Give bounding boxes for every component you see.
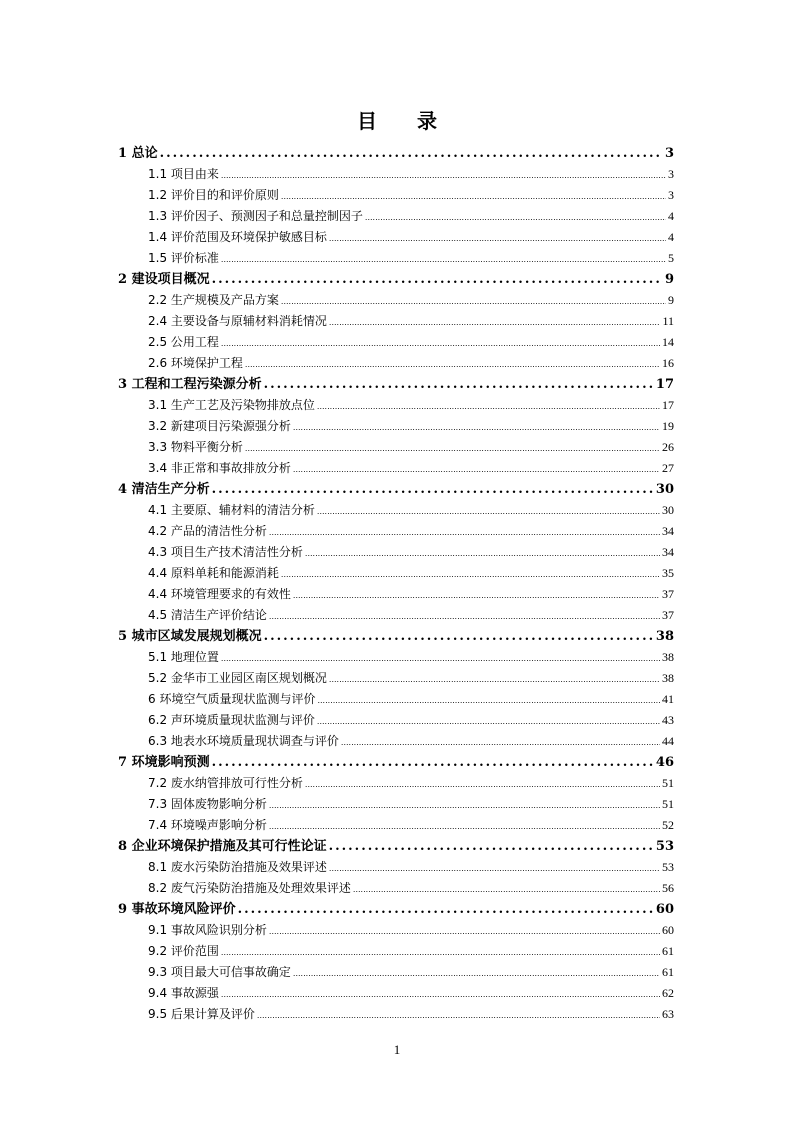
toc-entry-page: 19: [662, 419, 674, 433]
toc-chapter-entry[interactable]: [118, 476, 674, 497]
toc-chapter-entry[interactable]: [118, 833, 674, 854]
toc-leader-dots: [281, 191, 666, 203]
toc-entry-page: 17: [662, 398, 674, 412]
toc-section-entry[interactable]: [118, 413, 674, 434]
toc-entry-page: 51: [662, 776, 674, 790]
toc-entry-page: 27: [662, 461, 674, 475]
toc-entry-label: 6.3 地表水环境质量现状调查与评价: [148, 734, 339, 748]
toc-entry-label: 7.4 环境噪声影响分析: [148, 818, 267, 832]
toc-leader-dots: [221, 947, 660, 959]
toc-entry-page: 61: [662, 965, 674, 979]
toc-entry-label: 6 环境空气质量现状监测与评价: [148, 692, 316, 706]
toc-leader-dots: [329, 233, 666, 245]
toc-leader-dots: [221, 170, 666, 182]
toc-entry-page: 3: [664, 146, 674, 161]
toc-leader-dots: [329, 674, 660, 686]
toc-entry-label: 9.1 事故风险识别分析: [148, 923, 267, 937]
toc-entry-page: 60: [655, 902, 674, 917]
toc-entry-label: 1.2 评价目的和评价原则: [148, 188, 279, 202]
toc-leader-dots: [353, 884, 660, 896]
toc-entry-label: 9.3 项目最大可信事故确定: [148, 965, 291, 979]
toc-section-entry[interactable]: [118, 791, 674, 812]
toc-entry-page: 56: [662, 881, 674, 895]
toc-entry-label: 7.2 废水纳管排放可行性分析: [148, 776, 303, 790]
toc-section-entry[interactable]: [118, 350, 674, 371]
toc-leader-dots: [264, 629, 654, 644]
toc-entry-page: 16: [662, 356, 674, 370]
toc-entry-label: 5 城市区域发展规划概况: [118, 629, 262, 644]
toc-section-entry[interactable]: [118, 707, 674, 728]
toc-leader-dots: [281, 296, 666, 308]
toc-leader-dots: [317, 695, 660, 707]
toc-entry-label: 4.3 项目生产技术清洁性分析: [148, 545, 303, 559]
toc-leader-dots: [317, 506, 660, 518]
toc-section-entry[interactable]: [118, 728, 674, 749]
toc-entry-label: 9.2 评价范围: [148, 944, 219, 958]
toc-leader-dots: [293, 590, 660, 602]
toc-leader-dots: [221, 653, 660, 665]
toc-entry-page: 41: [662, 692, 674, 706]
toc-entry-label: 1.1 项目由来: [148, 167, 219, 181]
toc-section-entry[interactable]: [118, 539, 674, 560]
toc-section-entry[interactable]: [118, 560, 674, 581]
toc-entry-label: 4.4 原料单耗和能源消耗: [148, 566, 279, 580]
toc-section-entry[interactable]: [118, 875, 674, 896]
toc-leader-dots: [269, 611, 660, 623]
toc-leader-dots: [264, 377, 654, 392]
toc-leader-dots: [269, 926, 660, 938]
toc-section-entry[interactable]: [118, 812, 674, 833]
toc-entry-page: 51: [662, 797, 674, 811]
toc-entry-page: 38: [662, 671, 674, 685]
toc-entry-page: 38: [655, 629, 674, 644]
toc-section-entry[interactable]: [118, 161, 674, 182]
toc-leader-dots: [365, 212, 666, 224]
toc-entry-page: 5: [668, 251, 674, 265]
toc-entry-label: 4.1 主要原、辅材料的清洁分析: [148, 503, 315, 517]
toc-entry-label: 2.2 生产规模及产品方案: [148, 293, 279, 307]
toc-chapter-entry[interactable]: [118, 896, 674, 917]
toc-entry-page: 53: [655, 839, 674, 854]
toc-leader-dots: [317, 401, 660, 413]
toc-leader-dots: [329, 863, 660, 875]
toc-section-entry[interactable]: [118, 917, 674, 938]
toc-leader-dots: [317, 716, 660, 728]
toc-chapter-entry[interactable]: [118, 371, 674, 392]
page-number: 1: [393, 1042, 401, 1057]
toc-entry-label: 3.3 物料平衡分析: [148, 440, 243, 454]
toc-entry-label: 3.1 生产工艺及污染物排放点位: [148, 398, 315, 412]
toc-section-entry[interactable]: [118, 602, 674, 623]
toc-entry-page: 44: [662, 734, 674, 748]
toc-entry-page: 17: [655, 377, 674, 392]
toc-entry-label: 7 环境影响预测: [118, 755, 210, 770]
toc-entry-page: 60: [662, 923, 674, 937]
toc-leader-dots: [269, 821, 660, 833]
toc-section-entry[interactable]: [118, 581, 674, 602]
toc-leader-dots: [293, 968, 660, 980]
toc-entry-page: 26: [662, 440, 674, 454]
toc-entry-page: 4: [668, 209, 674, 223]
toc-entry-page: 30: [662, 503, 674, 517]
toc-section-entry[interactable]: [118, 1001, 674, 1022]
toc-entry-label: 5.2 金华市工业园区南区规划概况: [148, 671, 327, 685]
toc-section-entry[interactable]: [118, 182, 674, 203]
toc-section-entry[interactable]: [118, 770, 674, 791]
toc-leader-dots: [293, 464, 660, 476]
toc-leader-dots: [245, 359, 660, 371]
toc-section-entry[interactable]: [118, 644, 674, 665]
toc-entry-label: 4.4 环境管理要求的有效性: [148, 587, 291, 601]
toc-entry-label: 3 工程和工程污染源分析: [118, 377, 262, 392]
toc-section-entry[interactable]: [118, 224, 674, 245]
toc-leader-dots: [221, 989, 660, 1001]
toc-leader-dots: [329, 839, 654, 854]
toc-section-entry[interactable]: [118, 854, 674, 875]
toc-leader-dots: [212, 755, 654, 770]
toc-section-entry[interactable]: [118, 938, 674, 959]
toc-entry-label: 2.6 环境保护工程: [148, 356, 243, 370]
toc-leader-dots: [257, 1010, 660, 1022]
toc-leader-dots: [221, 254, 666, 266]
toc-entry-page: 53: [662, 860, 674, 874]
toc-leader-dots: [281, 569, 660, 581]
toc-entry-label: 4.2 产品的清洁性分析: [148, 524, 267, 538]
toc-section-entry[interactable]: [118, 665, 674, 686]
toc-section-entry[interactable]: [118, 392, 674, 413]
toc-section-entry[interactable]: [118, 686, 674, 707]
toc-leader-dots: [341, 737, 660, 749]
toc-section-entry[interactable]: [118, 455, 674, 476]
toc-section-entry[interactable]: [118, 203, 674, 224]
toc-leader-dots: [212, 272, 663, 287]
toc-section-entry[interactable]: [118, 329, 674, 350]
table-of-contents: [118, 140, 674, 1022]
toc-entry-label: 4 清洁生产分析: [118, 482, 210, 497]
toc-leader-dots: [238, 902, 654, 917]
toc-section-entry[interactable]: [118, 518, 674, 539]
toc-entry-page: 9: [664, 272, 674, 287]
toc-entry-page: 34: [662, 545, 674, 559]
toc-entry-label: 9.4 事故源强: [148, 986, 219, 1000]
toc-entry-label: 2.4 主要设备与原辅材料消耗情况: [148, 314, 327, 328]
toc-leader-dots: [269, 800, 660, 812]
toc-section-entry[interactable]: [118, 287, 674, 308]
toc-entry-label: 8.2 废气污染防治措施及处理效果评述: [148, 881, 351, 895]
toc-entry-label: 3.2 新建项目污染源强分析: [148, 419, 291, 433]
toc-title: 目 录: [357, 109, 437, 133]
toc-entry-page: 11: [662, 314, 674, 328]
toc-leader-dots: [293, 422, 660, 434]
toc-entry-page: 34: [662, 524, 674, 538]
toc-entry-label: 9 事故环境风险评价: [118, 902, 236, 917]
toc-entry-label: 7.3 固体废物影响分析: [148, 797, 267, 811]
toc-entry-page: 9: [668, 293, 674, 307]
toc-chapter-entry[interactable]: [118, 623, 674, 644]
toc-entry-page: 35: [662, 566, 674, 580]
toc-leader-dots: [221, 338, 660, 350]
toc-entry-page: 14: [662, 335, 674, 349]
toc-entry-page: 30: [655, 482, 674, 497]
toc-entry-label: 2 建设项目概况: [118, 272, 210, 287]
toc-entry-label: 2.5 公用工程: [148, 335, 219, 349]
toc-chapter-entry[interactable]: [118, 266, 674, 287]
toc-chapter-entry[interactable]: [118, 749, 674, 770]
toc-entry-label: 4.5 清洁生产评价结论: [148, 608, 267, 622]
toc-leader-dots: [305, 548, 660, 560]
toc-entry-label: 3.4 非正常和事故排放分析: [148, 461, 291, 475]
toc-entry-page: 52: [662, 818, 674, 832]
toc-entry-page: 3: [668, 167, 674, 181]
toc-entry-label: 1 总论: [118, 146, 158, 161]
toc-entry-page: 38: [662, 650, 674, 664]
toc-entry-label: 6.2 声环境质量现状监测与评价: [148, 713, 315, 727]
toc-entry-label: 1.5 评价标准: [148, 251, 219, 265]
toc-section-entry[interactable]: [118, 245, 674, 266]
toc-section-entry[interactable]: [118, 959, 674, 980]
toc-entry-page: 3: [668, 188, 674, 202]
toc-entry-page: 62: [662, 986, 674, 1000]
toc-leader-dots: [212, 482, 654, 497]
toc-entry-page: 63: [662, 1007, 674, 1021]
toc-leader-dots: [305, 779, 660, 791]
toc-leader-dots: [245, 443, 660, 455]
toc-chapter-entry[interactable]: [118, 140, 674, 161]
toc-entry-page: 61: [662, 944, 674, 958]
toc-entry-label: 5.1 地理位置: [148, 650, 219, 664]
toc-entry-label: 1.3 评价因子、预测因子和总量控制因子: [148, 209, 363, 223]
toc-section-entry[interactable]: [118, 497, 674, 518]
toc-entry-label: 9.5 后果计算及评价: [148, 1007, 255, 1021]
toc-leader-dots: [269, 527, 660, 539]
toc-entry-page: 46: [655, 755, 674, 770]
toc-entry-page: 4: [668, 230, 674, 244]
toc-section-entry[interactable]: [118, 434, 674, 455]
toc-entry-page: 43: [662, 713, 674, 727]
toc-entry-label: 8.1 废水污染防治措施及效果评述: [148, 860, 327, 874]
toc-section-entry[interactable]: [118, 308, 674, 329]
toc-leader-dots: [329, 317, 661, 329]
toc-section-entry[interactable]: [118, 980, 674, 1001]
toc-entry-label: 8 企业环境保护措施及其可行性论证: [118, 839, 327, 854]
toc-entry-page: 37: [662, 608, 674, 622]
toc-leader-dots: [160, 146, 663, 161]
toc-entry-page: 37: [662, 587, 674, 601]
toc-entry-label: 1.4 评价范围及环境保护敏感目标: [148, 230, 327, 244]
